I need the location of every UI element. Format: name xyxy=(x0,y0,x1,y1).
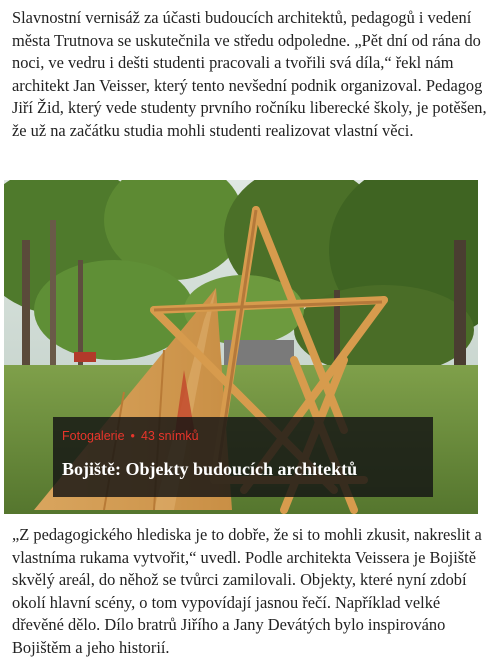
gallery-caption[interactable] xyxy=(53,417,433,497)
photo-gallery[interactable] xyxy=(4,180,478,514)
gallery-label: Fotogalerie xyxy=(62,429,125,443)
gallery-meta xyxy=(62,429,199,443)
article-paragraph-bottom: „Z pedagogického hlediska je to dobře, že si to mohli zkusit, nakreslit a vlastníma rukama vytvořit,“ uvedl. Podle architekta Veissera je Bojiště skvělý areál, do něhož se tvůrci zamilovali. Objekty, které nyní zdobí okolí hlavní scény, o tom vypovídají jasnou řečí. Například velké dřevěné dělo. Dílo bratrů Jiřího a Jany Devátých bylo inspirováno Bojištěm a jeho historií. xyxy=(12,525,482,657)
gallery-photo-count: 43 snímků xyxy=(140,429,199,443)
article-paragraph-top: Slavnostní vernisáž za účasti budoucích architektů, pedagogů i vedení města Trutnova se uskutečnila ve středu odpoledne. „Pět dní od rána do noci, ve vedru i dešti studenti pracovali a tvořili svá díla,“ řekl nám architekt Jan Veisser, který tento nevšední podnik organizoval. Pedagog Jiří Žid, který vede studenty prvního ročníku liberecké školy, je potěšen, že už na začátku studia mohli studenti realizovat vlastní věci. xyxy=(12,8,487,140)
gallery-title[interactable]: Bojiště: Objekty budoucích architektů xyxy=(62,459,358,479)
gallery-separator: • xyxy=(130,429,135,443)
